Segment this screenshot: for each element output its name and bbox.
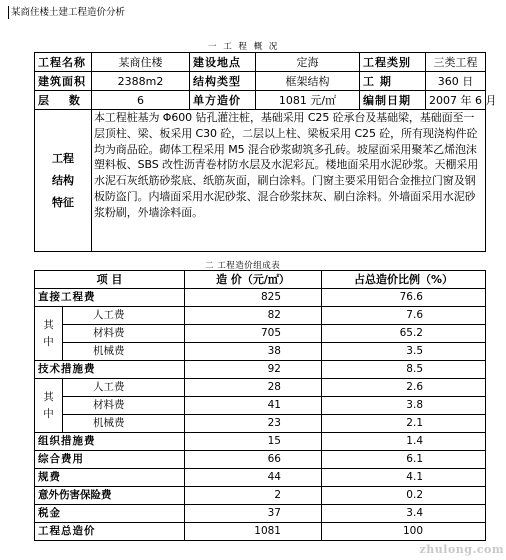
row-label: 材料费 — [63, 397, 185, 415]
label-structure: 结构类型 — [190, 72, 256, 91]
row-price: 705 — [185, 325, 322, 343]
overview-table — [34, 52, 497, 252]
row-price: 825 — [185, 289, 322, 307]
row-ratio: 65.2 — [322, 325, 486, 343]
value-unit-cost: 1081 元/㎡ — [256, 91, 360, 110]
row-price: 28 — [185, 379, 322, 397]
label-features: 工程结构特征 — [35, 110, 92, 252]
row-price: 44 — [185, 469, 322, 487]
table-row — [35, 307, 486, 325]
section2-title: 二 工程造价组成表 — [205, 261, 281, 271]
label-unit-cost: 单方造价 — [190, 91, 256, 110]
value-location: 定海 — [256, 53, 360, 72]
overview-row — [35, 91, 486, 110]
row-label: 税金 — [35, 505, 185, 523]
row-ratio: 4.1 — [322, 469, 486, 487]
row-ratio: 7.6 — [322, 307, 486, 325]
overview-row — [35, 110, 486, 252]
row-ratio: 2.6 — [322, 379, 486, 397]
table-row — [35, 361, 486, 379]
header-price: 造 价（元/㎡） — [185, 271, 322, 289]
row-ratio: 6.1 — [322, 451, 486, 469]
overview-row — [35, 53, 486, 72]
header-item: 项 目 — [35, 271, 185, 289]
label-category: 工程类别 — [360, 53, 426, 72]
label-floors: 层 数 — [35, 91, 92, 110]
row-ratio: 1.4 — [322, 433, 486, 451]
section1-title: 一 工 程 概 况 — [208, 42, 280, 52]
table-row — [35, 451, 486, 469]
row-price: 15 — [185, 433, 322, 451]
label-location: 建设地点 — [190, 53, 256, 72]
header-ratio: 占总造价比例（%） — [322, 271, 486, 289]
qizhong-label: 其中 — [35, 307, 63, 361]
table-row — [35, 415, 486, 433]
features-text: 本工程桩基为 Φ600 钻孔灌注桩，基础采用 C25 砼承台及基础梁，基础面至一层顶柱、梁、板采用 C30 砼，二层以上柱、梁板采用 C25 砼，所有现浇构件砼均为商品砼。砌体工程采用 M5 混合砂浆砌筑多孔砖。坡屋面采用聚苯乙烯泡沫塑料板、SBS 改性沥青卷材防水层及水泥彩瓦。楼地面采用水泥砂浆。天棚采用水泥石灰纸筋砂浆底、纸筋灰面，刷白涂料。门窗主要采用铝合金推拉门窗及钢板防盗门。内墙面采用水泥砂浆、混合砂浆抹灰、刷白涂料。外墙面采用水泥砂浆粉刷，外墙涂料面。 — [92, 110, 486, 252]
value-structure: 框架结构 — [256, 72, 360, 91]
document-title: 某商住楼土建工程造价分析 — [8, 6, 125, 19]
row-label: 意外伤害保险费 — [35, 487, 185, 505]
row-label: 工程总造价 — [35, 523, 185, 541]
row-price: 66 — [185, 451, 322, 469]
table-row — [35, 433, 486, 451]
table-row — [35, 397, 486, 415]
row-price: 23 — [185, 415, 322, 433]
row-ratio: 76.6 — [322, 289, 486, 307]
row-price: 1081 — [185, 523, 322, 541]
table-row — [35, 289, 486, 307]
row-ratio: 3.5 — [322, 343, 486, 361]
row-ratio: 3.8 — [322, 397, 486, 415]
overview-row — [35, 72, 486, 91]
value-duration: 360 日 — [426, 72, 486, 91]
row-price: 38 — [185, 343, 322, 361]
row-price: 2 — [185, 487, 322, 505]
row-label: 直接工程费 — [35, 289, 185, 307]
watermark: zhulong.com — [419, 543, 504, 556]
value-compile-date: 2007 年 6 月 — [426, 91, 486, 110]
value-floors: 6 — [92, 91, 190, 110]
row-ratio: 3.4 — [322, 505, 486, 523]
row-label: 人工费 — [63, 307, 185, 325]
row-ratio: 8.5 — [322, 361, 486, 379]
label-area: 建筑面积 — [35, 72, 92, 91]
label-duration: 工 期 — [360, 72, 426, 91]
row-label: 机械费 — [63, 343, 185, 361]
label-compile-date: 编制日期 — [360, 91, 426, 110]
row-label: 技术措施费 — [35, 361, 185, 379]
table-row — [35, 379, 486, 397]
table-header-row — [35, 271, 486, 289]
cost-table — [34, 270, 486, 541]
table-row — [35, 343, 486, 361]
row-price: 92 — [185, 361, 322, 379]
row-label: 人工费 — [63, 379, 185, 397]
table-row — [35, 325, 486, 343]
row-label: 规费 — [35, 469, 185, 487]
row-label: 组织措施费 — [35, 433, 185, 451]
row-label: 综合费用 — [35, 451, 185, 469]
table-row — [35, 523, 486, 541]
table-row — [35, 505, 486, 523]
qizhong-label: 其中 — [35, 379, 63, 433]
row-price: 37 — [185, 505, 322, 523]
row-label: 材料费 — [63, 325, 185, 343]
row-label: 机械费 — [63, 415, 185, 433]
table-row — [35, 487, 486, 505]
table-row — [35, 469, 486, 487]
label-project-name: 工程名称 — [35, 53, 92, 72]
value-area: 2388m2 — [92, 72, 190, 91]
row-price: 82 — [185, 307, 322, 325]
row-ratio: 0.2 — [322, 487, 486, 505]
row-ratio: 2.1 — [322, 415, 486, 433]
row-price: 41 — [185, 397, 322, 415]
row-ratio: 100 — [322, 523, 486, 541]
value-category: 三类工程 — [426, 53, 486, 72]
value-project-name: 某商住楼 — [92, 53, 190, 72]
